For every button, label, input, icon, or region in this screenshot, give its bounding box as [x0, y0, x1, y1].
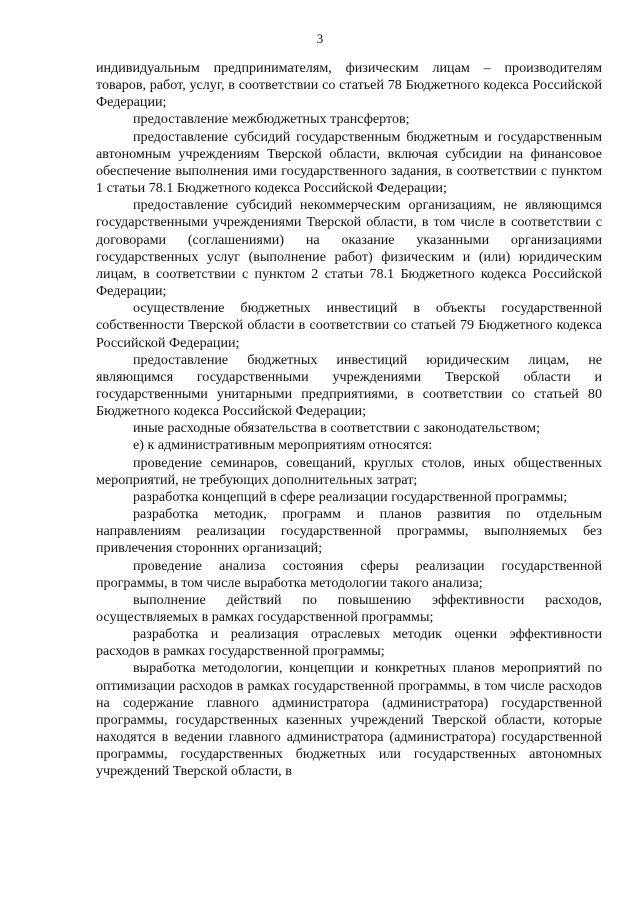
paragraph-concepts: разработка концепций в сфере реализации государственной программы; [133, 488, 568, 505]
paragraph-subsidies-nonprofits: предоставление субсидий некоммерческим организациям, не являющимся государственными учреждениями Тверской области, в том числе в соответствии с договорами (соглашениями) на оказание указанными организациями государственных услуг (выполнение работ) физическим и (или) юридическим лицам, в соответствии с пунктом 2 статьи 78.1 Бюджетного кодекса Российской Федерации; [96, 197, 602, 300]
paragraph-other-obligations: иные расходные обязательства в соответствии с законодательством; [133, 420, 540, 437]
paragraph-efficiency-methods: разработка и реализация отраслевых методик оценки эффективности расходов в рамках государственной программы; [96, 626, 602, 660]
paragraph-continuation: индивидуальным предпринимателям, физическим лицам – производителям товаров, работ, услуг, в соответствии со статьей 78 Бюджетного кодекса Российской Федерации; [96, 60, 602, 111]
paragraph-budget-investments-state-property: осуществление бюджетных инвестиций в объекты государственной собственности Тверской области в соответствии со статьей 79 Бюджетного кодекса Российской Федерации; [96, 300, 602, 351]
paragraph-administrative-measures-heading: е) к административным мероприятиям относятся: [133, 437, 433, 454]
paragraph-budget-investments-legal-entities: предоставление бюджетных инвестиций юридическим лицам, не являющимся государственными учреждениями Тверской области и государственными унитарными предприятиями, в соответствии со статьей 80 Бюджетного кодекса Российской Федерации; [96, 351, 602, 420]
paragraph-interbudget-transfers: предоставление межбюджетных трансфертов; [133, 111, 410, 128]
paragraph-methods: разработка методик, программ и планов развития по отдельным направлениям реализации государственной программы, выполняемых без привлечения сторонних организаций; [96, 506, 602, 557]
paragraph-optimization: выработка методологии, концепции и конкретных планов мероприятий по оптимизации расходов в рамках государственной программы, в том числе расходов на содержание главного администратора (администратора) государственной программы, государственных казенных учреждений Тверской области, которые находятся в ведении главного администратора (администратора) государственной программы, государственных бюджетных или государственных автономных учреждений Тверской области, в [96, 660, 602, 780]
document-body [96, 60, 602, 781]
paragraph-seminars: проведение семинаров, совещаний, круглых столов, иных общественных мероприятий, не требующих дополнительных затрат; [96, 454, 602, 488]
paragraph-analysis: проведение анализа состояния сферы реализации государственной программы, в том числе выработка методологии такого анализа; [96, 557, 602, 591]
paragraph-subsidies-institutions: предоставление субсидий государственным бюджетным и государственным автономным учреждениям Тверской области, включая субсидии на финансовое обеспечение выполнения ими государственного задания, в соответствии с пунктом 1 статьи 78.1 Бюджетного кодекса Российской Федерации; [96, 128, 602, 197]
page-number: 3 [316, 31, 324, 46]
paragraph-efficiency-actions: выполнение действий по повышению эффективности расходов, осуществляемых в рамках государственной программы; [96, 591, 602, 625]
